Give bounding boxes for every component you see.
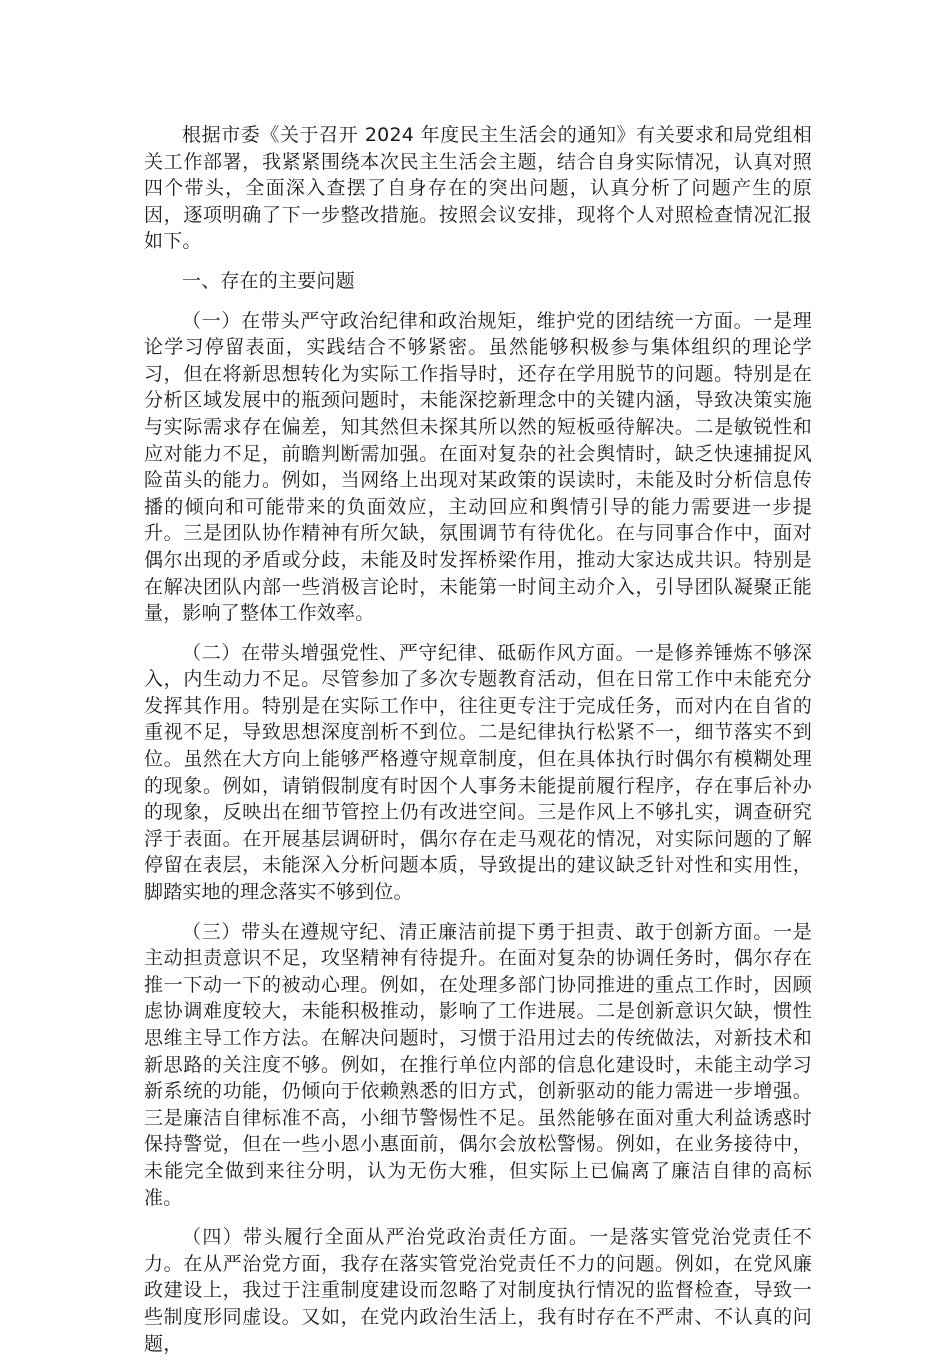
paragraph-2: （二）在带头增强党性、严守纪律、砥砺作风方面。一是修养锤炼不够深入，内生动力不足。尽管参加了多次专题教育活动，但在日常工作中未能充分发挥其作用。特别是在实际工作中，往往更专注于完成任务，而对内在自省的重视不足，导致思想深度剖析不到位。二是纪律执行松紧不一，细节落实不到位。虽然在大方向上能够严格遵守规章制度，但在具体执行时偶尔有模糊处理的现象。例如，请销假制度有时因个人事务未能提前履行程序，存在事后补办的现象，反映出在细节管控上仍有改进空间。三是作风上不够扎实，调查研究浮于表面。在开展基层调研时，偶尔存在走马观花的情况，对实际问题的了解停留在表层，未能深入分析问题本质，导致提出的建议缺乏针对性和实用性，脚踏实地的理念落实不够到位。: [144, 641, 812, 904]
paragraph-3: （三）带头在遵规守纪、清正廉洁前提下勇于担责、敢于创新方面。一是主动担责意识不足，攻坚精神有待提升。在面对复杂的协调任务时，偶尔存在推一下动一下的被动心理。例如，在处理多部门协同推进的重点工作时，因顾虑协调难度较大，未能积极推动，影响了工作进展。二是创新意识欠缺，惯性思维主导工作方法。在解决问题时，习惯于沿用过去的传统做法，对新技术和新思路的关注度不够。例如，在推行单位内部的信息化建设时，未能主动学习新系统的功能，仍倾向于依赖熟悉的旧方式，创新驱动的能力需进一步增强。三是廉洁自律标准不高，小细节警惕性不足。虽然能够在面对重大利益诱惑时保持警觉，但在一些小恩小惠面前，偶尔会放松警惕。例如，在业务接待中，未能完全做到来往分明，认为无伤大雅，但实际上已偏离了廉洁自律的高标准。: [144, 920, 812, 1209]
paragraph-1: （一）在带头严守政治纪律和政治规矩，维护党的团结统一方面。一是理论学习停留表面，实践结合不够紧密。虽然能够积极参与集体组织的理论学习，但在将新思想转化为实际工作指导时，还存在学用脱节的问题。特别是在分析区域发展中的瓶颈问题时，未能深挖新理念中的关键内涵，导致决策实施与实际需求存在偏差，知其然但未探其所以然的短板亟待解决。二是敏锐性和应对能力不足，前瞻判断需加强。在面对复杂的社会舆情时，缺乏快速捕捉风险苗头的能力。例如，当网络上出现对某政策的误读时，未能及时分析信息传播的倾向和可能带来的负面效应，主动回应和舆情引导的能力需要进一步提升。三是团队协作精神有所欠缺，氛围调节有待优化。在与同事合作中，面对偶尔出现的矛盾或分歧，未能及时发挥桥梁作用，推动大家达成共识。特别是在解决团队内部一些消极言论时，未能第一时间主动介入，引导团队凝聚正能量，影响了整体工作效率。: [144, 309, 812, 625]
intro-paragraph: 根据市委《关于召开 2024 年度民主生活会的通知》有关要求和局党组相关工作部署，我紧紧围绕本次民主生活会主题，结合自身实际情况，认真对照四个带头，全面深入查摆了自身存在的突出问题，认真分析了问题产生的原因，逐项明确了下一步整改措施。按照会议安排，现将个人对照检查情况汇报如下。: [144, 124, 812, 253]
paragraph-4: （四）带头履行全面从严治党政治责任方面。一是落实管党治党责任不力。在从严治党方面，我存在落实管党治党责任不力的问题。例如，在党风廉政建设上，我过于注重制度建设而忽略了对制度执行情况的监督检查，导致一些制度形同虚设。又如，在党内政治生活上，我有时存在不严肃、不认真的问题，: [144, 1226, 812, 1355]
section-heading: 一、存在的主要问题: [182, 269, 355, 292]
document-body: [144, 122, 812, 1370]
